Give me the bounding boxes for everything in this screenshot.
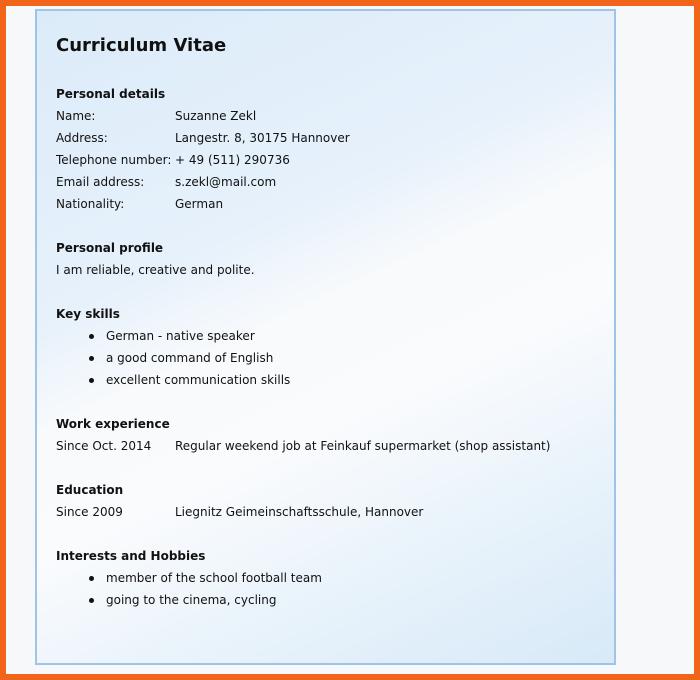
detail-value: + 49 (511) 290736 [175,153,290,167]
section-heading-interests: Interests and Hobbies [56,549,206,563]
section-work-experience [56,413,604,457]
cv-document [35,9,616,665]
section-education [56,479,604,523]
list-item: going to the cinema, cycling [56,589,604,611]
section-heading-key-skills: Key skills [56,307,120,321]
detail-label: Address: [56,131,108,145]
work-row [56,435,604,457]
section-key-skills [56,303,604,391]
key-skills-list [56,325,604,391]
detail-value: Suzanne Zekl [175,109,257,123]
detail-value: Langestr. 8, 30175 Hannover [175,131,350,145]
education-school: Liegnitz Geimeinschaftsschule, Hannover [175,505,424,519]
work-description: Regular weekend job at Feinkauf supermarket (shop assistant) [175,439,551,453]
section-heading-personal-details: Personal details [56,87,166,101]
section-interests [56,545,604,611]
detail-label: Email address: [56,175,145,189]
profile-text: I am reliable, creative and polite. [56,263,255,277]
education-period: Since 2009 [56,505,123,519]
page-title: Curriculum Vitae [56,35,227,56]
detail-row-email [56,171,604,193]
list-item: German - native speaker [56,325,604,347]
detail-label: Telephone number: [56,153,172,167]
detail-value: German [175,197,224,211]
education-row [56,501,604,523]
cv-content [56,35,604,633]
section-heading-personal-profile: Personal profile [56,241,164,255]
detail-value: s.zekl@mail.com [175,175,277,189]
work-period: Since Oct. 2014 [56,439,152,453]
section-heading-work-experience: Work experience [56,417,170,431]
section-personal-profile [56,237,604,281]
detail-row-name [56,105,604,127]
list-item: a good command of English [56,347,604,369]
list-item: excellent communication skills [56,369,604,391]
detail-label: Nationality: [56,197,125,211]
section-personal-details [56,83,604,215]
detail-row-telephone [56,149,604,171]
detail-row-address [56,127,604,149]
list-item: member of the school football team [56,567,604,589]
detail-label: Name: [56,109,96,123]
interests-list [56,567,604,611]
detail-row-nationality [56,193,604,215]
section-heading-education: Education [56,483,124,497]
